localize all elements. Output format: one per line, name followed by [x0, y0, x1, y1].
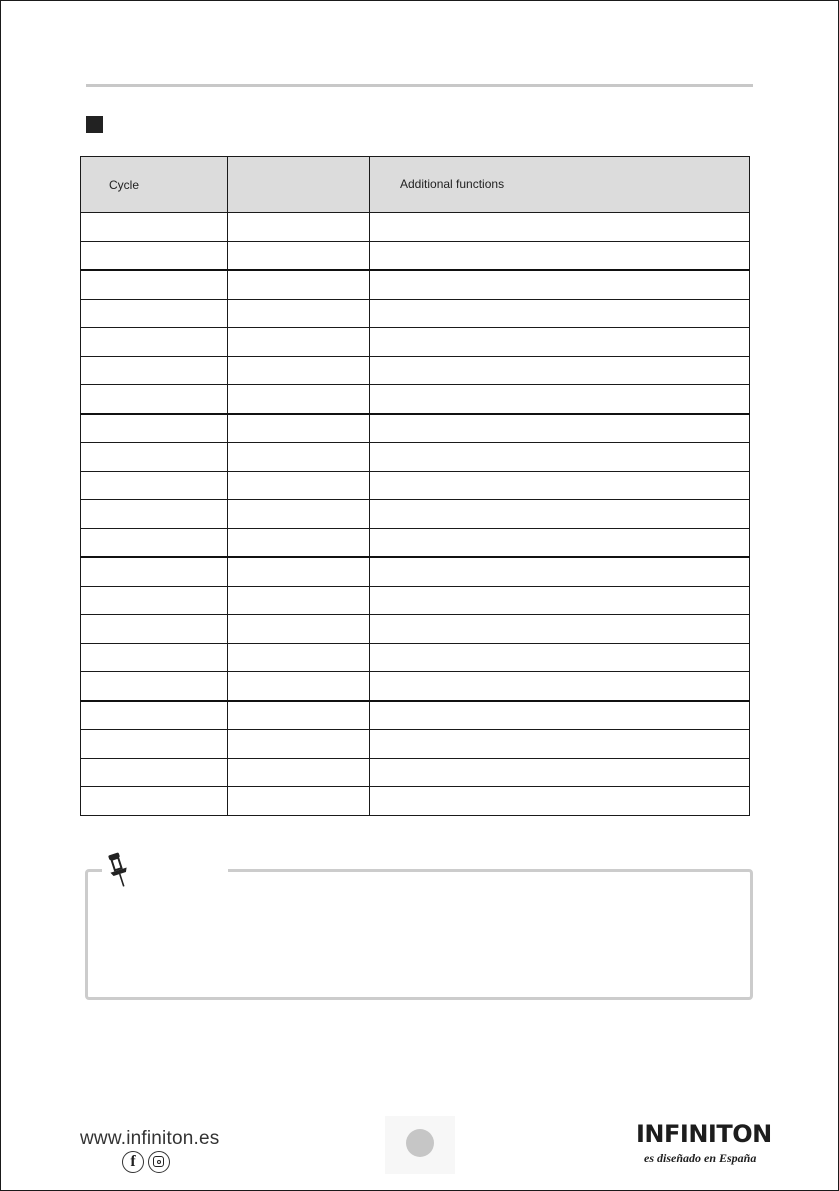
instagram-icon[interactable]: [148, 1151, 170, 1173]
table-cell: [228, 356, 370, 385]
table-cell: [228, 643, 370, 672]
table-cell: [228, 385, 370, 414]
table-row: [81, 299, 750, 328]
table-row: [81, 414, 750, 443]
table-row: [81, 528, 750, 557]
table-cell: [370, 701, 750, 730]
table-cell: [228, 701, 370, 730]
table-cell: [370, 471, 750, 500]
table-row: [81, 241, 750, 270]
table-cell: [228, 213, 370, 242]
header-cycle: Cycle: [81, 157, 228, 213]
table-cell: [81, 557, 228, 586]
table-header-row: [81, 157, 750, 213]
table-row: [81, 213, 750, 242]
table-cell: [370, 586, 750, 615]
table-cell: [228, 528, 370, 557]
table-cell: [81, 730, 228, 759]
table-cell: [81, 385, 228, 414]
table-cell: [228, 615, 370, 644]
page-number-badge: [406, 1129, 434, 1157]
header-additional-functions: Additional functions: [370, 157, 750, 213]
table-cell: [228, 299, 370, 328]
table-cell: [228, 414, 370, 443]
table-row: [81, 586, 750, 615]
table-cell: [370, 787, 750, 816]
table-cell: [370, 213, 750, 242]
table-cell: [81, 356, 228, 385]
table-row: [81, 471, 750, 500]
table-cell: [81, 299, 228, 328]
table-row: [81, 730, 750, 759]
table-cell: [370, 758, 750, 787]
table-cell: [81, 270, 228, 299]
pushpin-icon: [104, 850, 134, 890]
table-cell: [81, 615, 228, 644]
website-link[interactable]: www.infiniton.es: [80, 1128, 220, 1149]
table-cell: [370, 730, 750, 759]
table-cell: [81, 672, 228, 701]
section-bullet-square: [86, 116, 103, 133]
table-cell: [81, 758, 228, 787]
table-cell: [370, 356, 750, 385]
table-cell: [228, 328, 370, 357]
note-box: [85, 869, 753, 1000]
table-cell: [370, 270, 750, 299]
table-body: [81, 213, 750, 816]
table-row: [81, 356, 750, 385]
table-row: [81, 385, 750, 414]
table-cell: [370, 328, 750, 357]
cycles-table: [80, 156, 750, 816]
table-row: [81, 500, 750, 529]
table-row: [81, 557, 750, 586]
facebook-icon[interactable]: f: [122, 1151, 144, 1173]
table-cell: [81, 586, 228, 615]
table-cell: [370, 672, 750, 701]
table-cell: [81, 528, 228, 557]
table-row: [81, 328, 750, 357]
table-cell: [370, 528, 750, 557]
table-row: [81, 270, 750, 299]
table-cell: [81, 241, 228, 270]
table-cell: [370, 414, 750, 443]
table-cell: [370, 241, 750, 270]
table-cell: [228, 471, 370, 500]
table-cell: [370, 385, 750, 414]
table-cell: [370, 443, 750, 472]
table-cell: [81, 500, 228, 529]
table-cell: [81, 414, 228, 443]
table-cell: [228, 586, 370, 615]
table-cell: [81, 701, 228, 730]
table-row: [81, 701, 750, 730]
table-cell: [228, 672, 370, 701]
table-cell: [228, 270, 370, 299]
header-rule: [86, 84, 753, 87]
table-cell: [370, 299, 750, 328]
table-row: [81, 643, 750, 672]
table-cell: [370, 557, 750, 586]
table-cell: [228, 443, 370, 472]
table-cell: [228, 758, 370, 787]
table-cell: [228, 787, 370, 816]
table-cell: [81, 443, 228, 472]
table-cell: [81, 787, 228, 816]
table-cell: [370, 615, 750, 644]
brand-tagline: es diseñado en España: [644, 1151, 757, 1165]
table-row: [81, 787, 750, 816]
table-row: [81, 443, 750, 472]
table-row: [81, 758, 750, 787]
header-blank: [228, 157, 370, 213]
table-cell: [228, 241, 370, 270]
table-cell: [370, 643, 750, 672]
table-cell: [81, 643, 228, 672]
table-cell: [228, 557, 370, 586]
table-cell: [81, 328, 228, 357]
table-row: [81, 615, 750, 644]
brand-logo: INFINITON: [636, 1120, 772, 1148]
table-cell: [81, 213, 228, 242]
table-cell: [228, 500, 370, 529]
table-cell: [228, 730, 370, 759]
table-cell: [81, 471, 228, 500]
table-row: [81, 672, 750, 701]
table-cell: [370, 500, 750, 529]
